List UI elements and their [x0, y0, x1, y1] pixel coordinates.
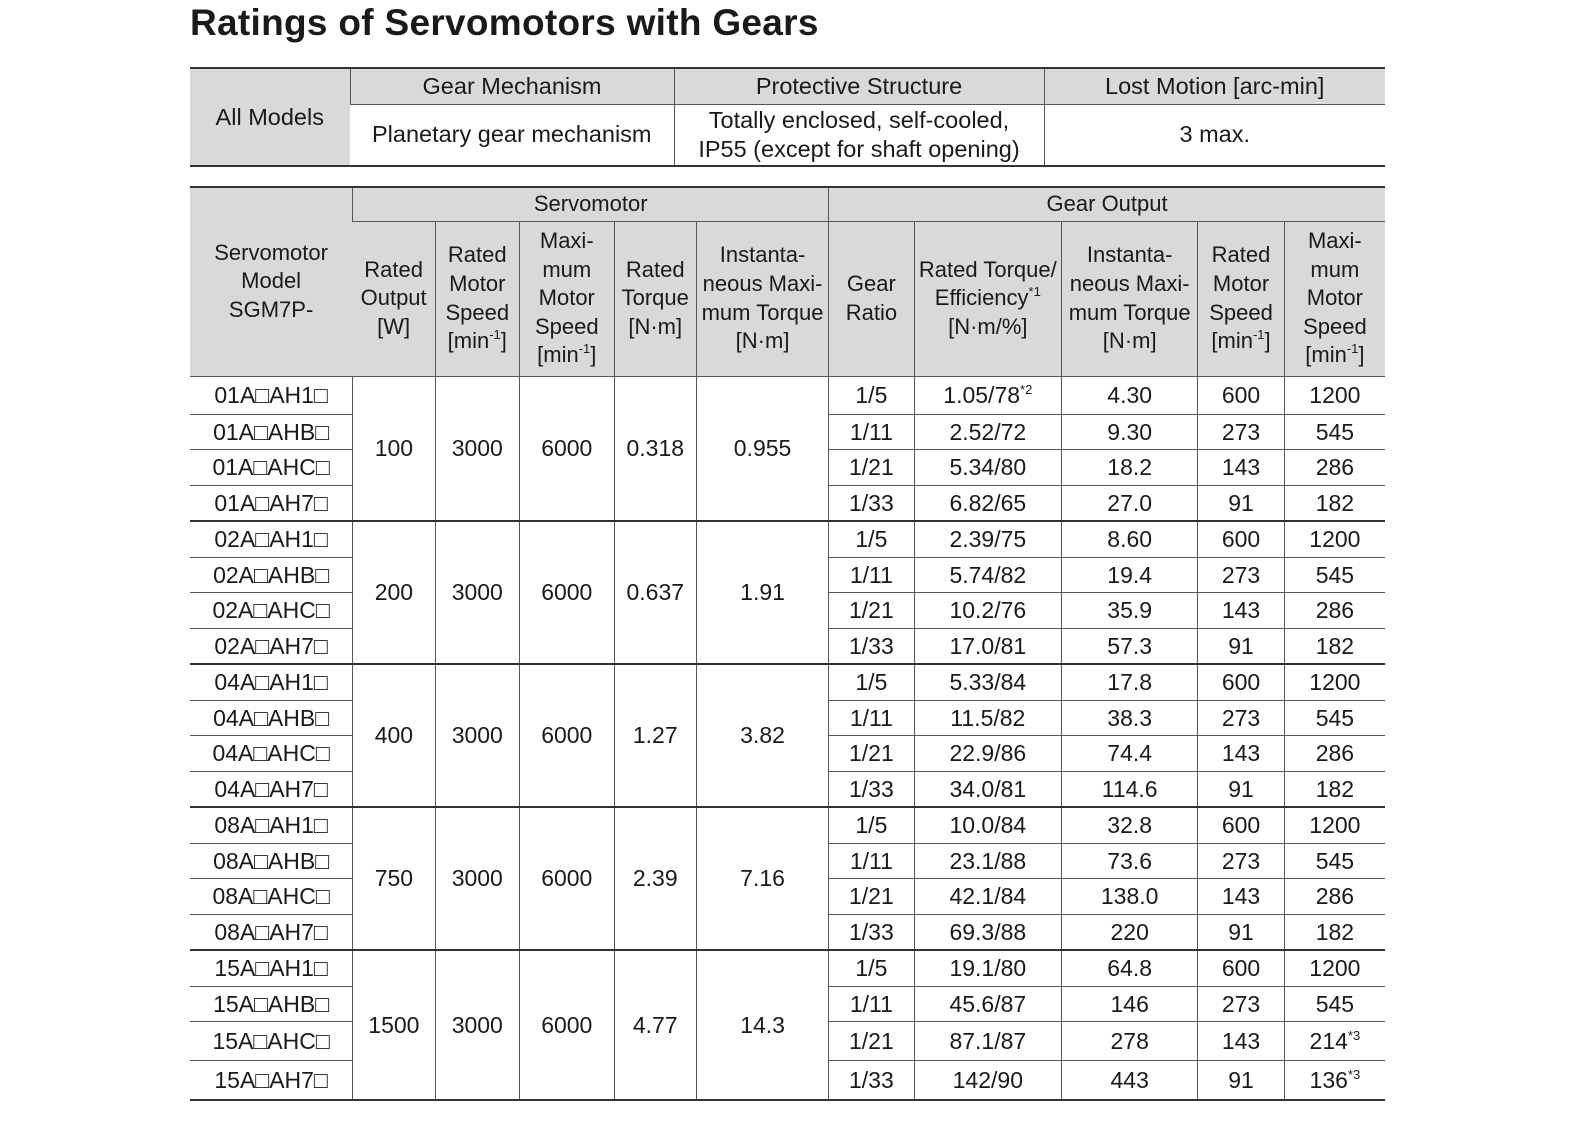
torque-efficiency-cell: [914, 879, 1061, 915]
gear-rated-speed-cell: 600: [1198, 521, 1284, 557]
torque-efficiency-value: 142/90: [952, 1066, 1023, 1093]
max-speed-value: 286: [1315, 597, 1355, 624]
inst-max-torque-cell: 7.16: [696, 807, 828, 950]
header-line: neous Maxi-: [702, 270, 823, 296]
model-cell: 08A□AHC□: [190, 879, 353, 915]
inst-max-torque-cell: 1.91: [696, 521, 828, 664]
torque-efficiency-value: 2.39/75: [949, 526, 1027, 553]
gear-max-speed-cell: [1284, 700, 1385, 736]
torque-efficiency-cell: [914, 700, 1061, 736]
footnote-marker: *1: [1028, 284, 1041, 300]
header-line: [436, 327, 519, 356]
max-motor-speed-cell: 6000: [519, 376, 614, 521]
gear-ratio-cell: 1/33: [829, 1061, 914, 1101]
gear-inst-torque-cell: 32.8: [1062, 807, 1198, 843]
max-speed-value: 182: [1315, 489, 1355, 516]
header-line: neous Maxi-: [1069, 270, 1190, 296]
gear-max-speed-cell: [1284, 950, 1385, 986]
gear-ratio-cell: 1/33: [829, 628, 914, 664]
max-speed-value: 545: [1315, 418, 1355, 445]
model-header-line: SGM7P-: [228, 297, 314, 323]
max-speed-value: 1200: [1309, 812, 1361, 839]
inst-max-torque-cell: 0.955: [696, 376, 828, 521]
gear-inst-torque-cell: 57.3: [1062, 628, 1198, 664]
max-speed-value: 182: [1315, 775, 1355, 802]
gear-mechanism-header: Gear Mechanism: [350, 68, 674, 104]
rated-torque-efficiency-header: [914, 221, 1061, 376]
torque-efficiency-value: 42.1/84: [949, 883, 1027, 910]
max-speed-value: 182: [1315, 918, 1355, 945]
rated-torque-cell: 0.637: [614, 521, 696, 664]
inst-max-torque-header: [696, 221, 828, 376]
torque-efficiency-value: 69.3/88: [949, 918, 1027, 945]
gear-max-speed-header: [1284, 221, 1385, 376]
rated-torque-cell: 1.27: [614, 664, 696, 807]
gear-inst-torque-cell: 114.6: [1062, 771, 1198, 807]
gear-rated-speed-cell: 273: [1198, 986, 1284, 1022]
gear-max-speed-cell: [1284, 664, 1385, 700]
torque-efficiency-cell: [914, 771, 1061, 807]
gear-rated-speed-cell: 600: [1198, 376, 1284, 414]
gear-max-speed-cell: [1284, 843, 1385, 879]
gear-ratio-cell: 1/21: [829, 593, 914, 629]
header-line: Maxi-: [539, 228, 594, 254]
rated-output-cell: 100: [353, 376, 435, 521]
max-speed-value: 1200: [1309, 669, 1361, 696]
gear-max-speed-cell: [1284, 557, 1385, 593]
gear-max-speed-cell: [1284, 376, 1385, 414]
model-cell: 04A□AH1□: [190, 664, 353, 700]
table-row: [190, 664, 1385, 700]
model-cell: 08A□AHB□: [190, 843, 353, 879]
gear-ratio-cell: 1/21: [829, 1022, 914, 1061]
header-line: [N·m]: [628, 313, 683, 339]
gear-rated-speed-cell: 91: [1198, 485, 1284, 521]
lost-motion-value: 3 max.: [1044, 104, 1385, 166]
header-line: Speed: [1209, 299, 1273, 325]
unit-text: ]: [590, 342, 597, 368]
header-line: Rated Torque/: [918, 256, 1057, 282]
header-line: Motor: [449, 270, 506, 296]
torque-efficiency-value: 1.05/78: [943, 381, 1021, 408]
gear-rated-speed-cell: 143: [1198, 1022, 1284, 1061]
header-line: Motor: [1212, 270, 1270, 296]
torque-efficiency-cell: [914, 736, 1061, 772]
inst-max-torque-cell: 14.3: [696, 950, 828, 1100]
gear-rated-speed-cell: 143: [1198, 450, 1284, 486]
gear-inst-torque-cell: 8.60: [1062, 521, 1198, 557]
gear-ratio-cell: 1/5: [829, 376, 914, 414]
header-line: mum: [542, 256, 592, 282]
torque-efficiency-cell: [914, 485, 1061, 521]
model-cell: 02A□AH1□: [190, 521, 353, 557]
model-cell: 08A□AH1□: [190, 807, 353, 843]
gear-max-speed-cell: [1284, 879, 1385, 915]
torque-efficiency-value: 6.82/65: [949, 489, 1027, 516]
gear-rated-speed-cell: 273: [1198, 700, 1284, 736]
max-motor-speed-cell: 6000: [519, 807, 614, 950]
unit-text: [min: [1211, 328, 1253, 354]
inst-max-torque-cell: 3.82: [696, 664, 828, 807]
max-speed-value: 545: [1315, 704, 1355, 731]
torque-efficiency-value: 5.34/80: [949, 454, 1027, 481]
max-speed-value: 182: [1315, 632, 1355, 659]
model-cell: 01A□AHC□: [190, 450, 353, 486]
torque-efficiency-value: 10.2/76: [949, 597, 1027, 624]
rated-motor-speed-header: [435, 221, 519, 376]
gear-max-speed-cell: [1284, 1061, 1385, 1101]
gear-ratio-cell: 1/5: [829, 521, 914, 557]
gear-rated-speed-cell: 273: [1198, 414, 1284, 450]
footnote-marker: *3: [1347, 1066, 1361, 1082]
servomotor-group-header: Servomotor: [353, 187, 829, 221]
gear-ratio-header: [829, 221, 914, 376]
rated-motor-speed-cell: 3000: [435, 376, 519, 521]
table-row: [190, 950, 1385, 986]
model-cell: 15A□AH7□: [190, 1061, 353, 1101]
gear-rated-speed-cell: 600: [1198, 664, 1284, 700]
max-speed-value: 286: [1315, 454, 1355, 481]
header-line: mum Torque: [1068, 299, 1191, 325]
rated-torque-header: [614, 221, 696, 376]
gear-mechanism-value: Planetary gear mechanism: [350, 104, 674, 166]
header-line: [W]: [377, 313, 411, 339]
gear-rated-speed-cell: 600: [1198, 950, 1284, 986]
gear-max-speed-cell: [1284, 914, 1385, 950]
header-line: Ratio: [845, 299, 898, 325]
header-line: [N·m]: [735, 328, 790, 354]
gear-ratio-cell: 1/11: [829, 414, 914, 450]
torque-efficiency-value: 17.0/81: [949, 632, 1027, 659]
footnote-marker: *3: [1347, 1027, 1361, 1043]
gear-inst-torque-cell: 17.8: [1062, 664, 1198, 700]
gear-ratio-cell: 1/21: [829, 736, 914, 772]
gear-inst-torque-cell: 138.0: [1062, 879, 1198, 915]
header-line: Instanta-: [719, 242, 806, 268]
header-line: Motor: [538, 285, 595, 311]
max-motor-speed-cell: 6000: [519, 521, 614, 664]
torque-efficiency-value: 34.0/81: [949, 775, 1027, 802]
header-line: mum Torque: [701, 299, 824, 325]
unit-exponent: -1: [1252, 327, 1265, 343]
header-line: [N·m/%]: [948, 313, 1028, 339]
gear-rated-speed-cell: 143: [1198, 736, 1284, 772]
unit-text: [min: [447, 328, 490, 354]
gear-inst-torque-cell: 74.4: [1062, 736, 1198, 772]
gear-ratio-cell: 1/33: [829, 914, 914, 950]
model-cell: 15A□AHB□: [190, 986, 353, 1022]
gear-max-speed-cell: [1284, 628, 1385, 664]
header-line: Torque: [621, 285, 689, 311]
gear-max-speed-cell: [1284, 807, 1385, 843]
gear-ratio-cell: 1/33: [829, 485, 914, 521]
torque-efficiency-cell: [914, 843, 1061, 879]
gear-ratio-cell: 1/21: [829, 879, 914, 915]
gear-rated-speed-cell: 273: [1198, 843, 1284, 879]
torque-efficiency-cell: [914, 1022, 1061, 1061]
model-cell: 04A□AHC□: [190, 736, 353, 772]
header-line: Rated: [625, 256, 685, 282]
max-motor-speed-cell: 6000: [519, 664, 614, 807]
gear-inst-torque-cell: 35.9: [1062, 593, 1198, 629]
max-speed-value: 1200: [1309, 955, 1361, 982]
model-header-line: Model: [241, 268, 302, 294]
gear-rated-speed-cell: 91: [1198, 628, 1284, 664]
protective-structure-header: Protective Structure: [674, 68, 1044, 104]
gear-max-speed-cell: [1284, 771, 1385, 807]
header-line: Rated: [447, 242, 507, 268]
model-cell: 02A□AH7□: [190, 628, 353, 664]
lost-motion-header: Lost Motion [arc-min]: [1044, 68, 1385, 104]
unit-exponent: -1: [489, 327, 501, 343]
torque-efficiency-value: 23.1/88: [949, 847, 1027, 874]
torque-efficiency-cell: [914, 950, 1061, 986]
gear-max-speed-cell: [1284, 986, 1385, 1022]
header-line: Speed: [1303, 313, 1367, 339]
rated-torque-cell: 2.39: [614, 807, 696, 950]
unit-text: [min: [537, 342, 579, 368]
rated-motor-speed-cell: 3000: [435, 521, 519, 664]
torque-efficiency-cell: [914, 593, 1061, 629]
max-motor-speed-cell: 6000: [519, 950, 614, 1100]
gear-ratio-cell: 1/5: [829, 950, 914, 986]
header-line: Speed: [534, 313, 599, 339]
torque-efficiency-value: 87.1/87: [949, 1027, 1027, 1054]
gear-max-speed-cell: [1284, 593, 1385, 629]
header-line: Instanta-: [1086, 242, 1173, 268]
unit-text: ]: [1264, 328, 1271, 354]
model-header: [190, 187, 353, 376]
gear-ratio-cell: 1/11: [829, 843, 914, 879]
protective-structure-line-2: IP55 (except for shaft opening): [698, 135, 1020, 162]
max-speed-value: 545: [1315, 990, 1355, 1017]
footnote-marker: *2: [1020, 381, 1033, 397]
rated-torque-cell: 0.318: [614, 376, 696, 521]
gear-inst-torque-cell: 146: [1062, 986, 1198, 1022]
torque-efficiency-value: 22.9/86: [949, 740, 1027, 767]
rated-output-cell: 200: [353, 521, 435, 664]
gear-inst-torque-cell: 27.0: [1062, 485, 1198, 521]
max-speed-value: 286: [1315, 740, 1355, 767]
gear-max-speed-cell: [1284, 450, 1385, 486]
gear-rated-speed-cell: 91: [1198, 1061, 1284, 1101]
torque-efficiency-cell: [914, 664, 1061, 700]
header-line: [915, 284, 1061, 313]
model-cell: 15A□AH1□: [190, 950, 353, 986]
rated-output-cell: 1500: [353, 950, 435, 1100]
gear-ratio-cell: 1/11: [829, 700, 914, 736]
gear-rated-speed-cell: 600: [1198, 807, 1284, 843]
gear-inst-torque-cell: 18.2: [1062, 450, 1198, 486]
gear-inst-torque-cell: 4.30: [1062, 376, 1198, 414]
general-spec-table: [190, 67, 1385, 167]
gear-inst-torque-cell: 220: [1062, 914, 1198, 950]
torque-efficiency-cell: [914, 628, 1061, 664]
model-cell: 02A□AHB□: [190, 557, 353, 593]
header-line: Rated: [364, 256, 423, 282]
gear-max-speed-cell: [1284, 1022, 1385, 1061]
model-header-line: Servomotor: [214, 239, 328, 265]
model-cell: 04A□AH7□: [190, 771, 353, 807]
header-line: Maxi-: [1307, 228, 1362, 254]
model-cell: 01A□AHB□: [190, 414, 353, 450]
protective-structure-value: [674, 104, 1044, 166]
ratings-table: [190, 186, 1385, 1101]
torque-efficiency-value: 10.0/84: [949, 812, 1027, 839]
max-motor-speed-header: [519, 221, 614, 376]
gear-inst-torque-cell: 9.30: [1062, 414, 1198, 450]
model-cell: 01A□AH1□: [190, 376, 353, 414]
gear-max-speed-cell: [1284, 521, 1385, 557]
model-cell: 04A□AHB□: [190, 700, 353, 736]
gear-inst-torque-cell: 443: [1062, 1061, 1198, 1101]
model-cell: 08A□AH7□: [190, 914, 353, 950]
max-speed-value: 1200: [1309, 381, 1361, 408]
gear-inst-torque-cell: 73.6: [1062, 843, 1198, 879]
protective-structure-line-1: Totally enclosed, self-cooled,: [708, 107, 1010, 134]
torque-efficiency-cell: [914, 414, 1061, 450]
rated-output-cell: 400: [353, 664, 435, 807]
gear-ratio-cell: 1/11: [829, 986, 914, 1022]
header-line: Gear: [846, 270, 896, 296]
table-row: [190, 376, 1385, 414]
model-cell: 02A□AHC□: [190, 593, 353, 629]
gear-rated-speed-cell: 143: [1198, 879, 1284, 915]
model-cell: 15A□AHC□: [190, 1022, 353, 1061]
unit-exponent: -1: [1346, 341, 1359, 357]
rated-torque-cell: 4.77: [614, 950, 696, 1100]
all-models-label: All Models: [190, 68, 350, 166]
page-title: Ratings of Servomotors with Gears: [190, 2, 819, 43]
header-line: [1285, 341, 1385, 370]
header-line: [N·m]: [1102, 328, 1157, 354]
header-line: Speed: [445, 299, 510, 325]
torque-efficiency-cell: [914, 986, 1061, 1022]
unit-text: ]: [1358, 342, 1365, 368]
gear-ratio-cell: 1/5: [829, 807, 914, 843]
gear-inst-torque-cell: 64.8: [1062, 950, 1198, 986]
header-line: [1198, 327, 1283, 356]
gear-rated-speed-cell: 91: [1198, 914, 1284, 950]
gear-inst-torque-cell: 38.3: [1062, 700, 1198, 736]
header-text: Efficiency: [934, 285, 1029, 311]
table-row: [190, 521, 1385, 557]
gear-inst-torque-cell: 19.4: [1062, 557, 1198, 593]
torque-efficiency-value: 5.33/84: [949, 669, 1027, 696]
torque-efficiency-cell: [914, 450, 1061, 486]
torque-efficiency-value: 19.1/80: [949, 955, 1027, 982]
rated-output-cell: 750: [353, 807, 435, 950]
max-speed-value: 136: [1309, 1066, 1348, 1093]
gear-max-speed-cell: [1284, 414, 1385, 450]
unit-exponent: -1: [578, 341, 591, 357]
gear-ratio-cell: 1/21: [829, 450, 914, 486]
gear-rated-speed-header: [1198, 221, 1284, 376]
gear-rated-speed-cell: 143: [1198, 593, 1284, 629]
gear-ratio-cell: 1/5: [829, 664, 914, 700]
max-speed-value: 545: [1315, 561, 1355, 588]
torque-efficiency-cell: [914, 1061, 1061, 1101]
gear-ratio-cell: 1/11: [829, 557, 914, 593]
torque-efficiency-cell: [914, 521, 1061, 557]
gear-rated-speed-cell: 273: [1198, 557, 1284, 593]
header-line: [520, 341, 614, 370]
header-line: Output: [360, 285, 427, 311]
gear-ratio-cell: 1/33: [829, 771, 914, 807]
rated-output-header: [353, 221, 435, 376]
torque-efficiency-cell: [914, 557, 1061, 593]
max-speed-value: 286: [1315, 883, 1355, 910]
torque-efficiency-value: 2.52/72: [949, 418, 1027, 445]
gear-rated-speed-cell: 91: [1198, 771, 1284, 807]
max-speed-value: 545: [1315, 847, 1355, 874]
gear-output-group-header: Gear Output: [829, 187, 1385, 221]
header-line: Rated: [1211, 242, 1271, 268]
torque-efficiency-cell: [914, 914, 1061, 950]
gear-max-speed-cell: [1284, 736, 1385, 772]
gear-inst-max-torque-header: [1062, 221, 1198, 376]
torque-efficiency-value: 5.74/82: [949, 561, 1027, 588]
unit-text: ]: [500, 328, 507, 354]
gear-inst-torque-cell: 278: [1062, 1022, 1198, 1061]
torque-efficiency-value: 11.5/82: [950, 704, 1026, 731]
rated-motor-speed-cell: 3000: [435, 950, 519, 1100]
header-line: Motor: [1306, 285, 1363, 311]
rated-motor-speed-cell: 3000: [435, 664, 519, 807]
rated-motor-speed-cell: 3000: [435, 807, 519, 950]
table-row: [190, 807, 1385, 843]
gear-max-speed-cell: [1284, 485, 1385, 521]
model-cell: 01A□AH7□: [190, 485, 353, 521]
torque-efficiency-cell: [914, 807, 1061, 843]
torque-efficiency-cell: [914, 376, 1061, 414]
header-line: mum: [1310, 256, 1360, 282]
max-speed-value: 214: [1309, 1027, 1348, 1054]
unit-text: [min: [1305, 342, 1347, 368]
torque-efficiency-value: 45.6/87: [949, 990, 1027, 1017]
max-speed-value: 1200: [1309, 526, 1361, 553]
